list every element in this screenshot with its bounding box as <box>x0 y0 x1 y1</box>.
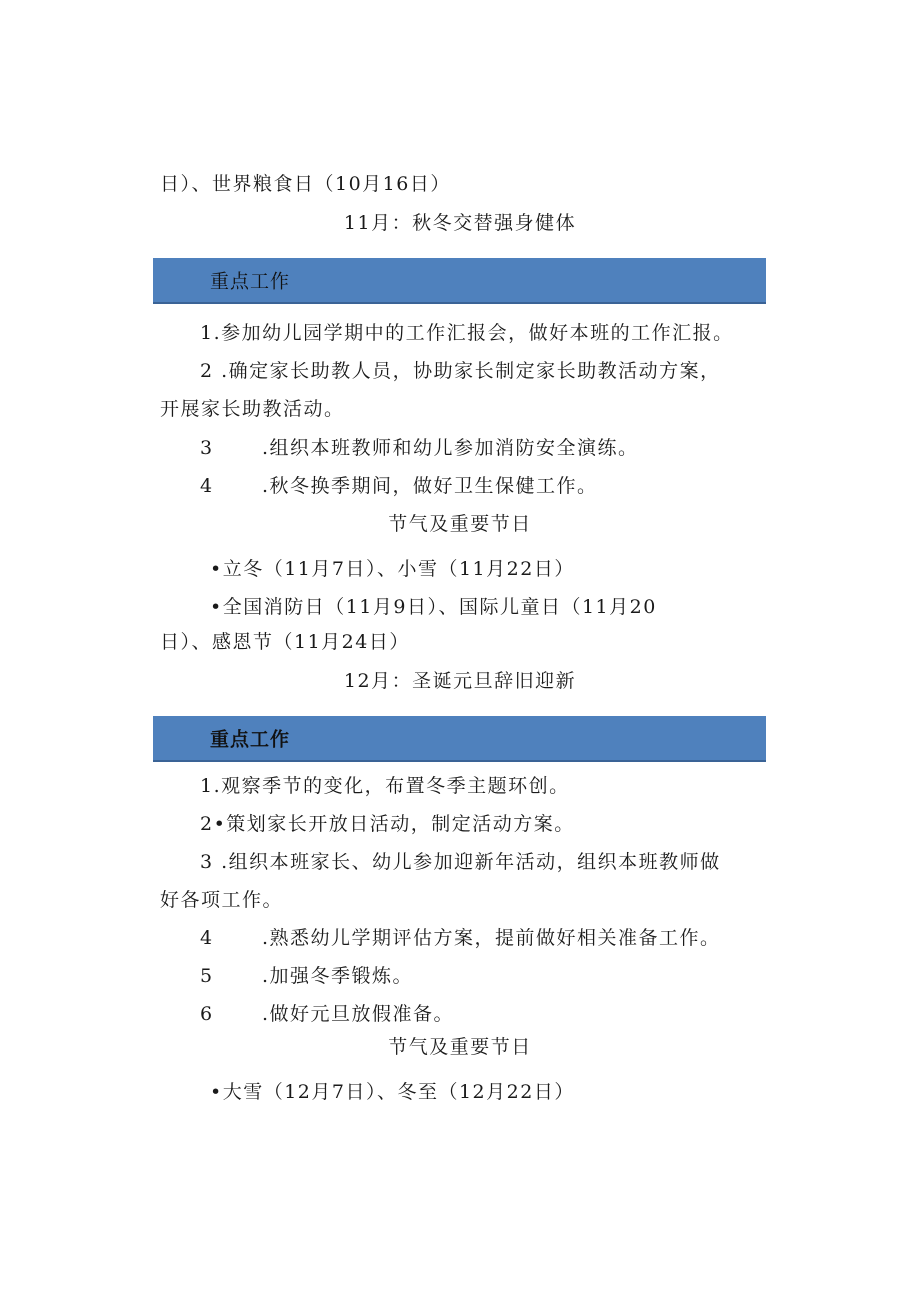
december-key-work-title: 重点工作 <box>210 728 291 751</box>
december-item-5-text: .加强冬季锻炼。 <box>262 965 414 987</box>
december-item-5-number: 5 <box>200 965 214 987</box>
november-festival-1: •立冬（11月7日）、小雪（11月22日） <box>210 558 575 580</box>
november-item-4-text: .秋冬换季期间，做好卫生保健工作。 <box>262 475 598 497</box>
november-item-1: 1.参加幼儿园学期中的工作汇报会，做好本班的工作汇报。 <box>200 322 734 344</box>
december-item-3: 3 .组织本班家长、幼儿参加迎新年活动，组织本班教师做 <box>200 851 721 873</box>
november-heading: 11月：秋冬交替强身健体 <box>343 212 577 234</box>
december-item-4-text: .熟悉幼儿学期评估方案，提前做好相关准备工作。 <box>262 927 721 949</box>
december-item-6 <box>200 1002 454 1026</box>
november-item-3-text: .组织本班教师和幼儿参加消防安全演练。 <box>262 437 639 459</box>
november-key-work-title: 重点工作 <box>210 270 291 293</box>
december-item-5 <box>200 964 413 988</box>
november-item-4 <box>200 474 598 498</box>
december-item-6-number: 6 <box>200 1003 214 1025</box>
december-item-2: 2•策划家长开放日活动，制定活动方案。 <box>200 813 575 835</box>
december-item-4-number: 4 <box>200 927 214 949</box>
december-item-3-cont: 好各项工作。 <box>160 889 284 911</box>
november-item-3 <box>200 436 639 460</box>
october-festival-continuation: 日）、世界粮食日（10月16日） <box>160 173 451 195</box>
november-item-2: 2 .确定家长助教人员，协助家长制定家长助教活动方案， <box>200 360 721 382</box>
november-item-4-number: 4 <box>200 475 214 497</box>
november-item-2-cont: 开展家长助教活动。 <box>160 398 345 420</box>
november-item-3-number: 3 <box>200 437 214 459</box>
november-festivals-title: 节气及重要节日 <box>388 513 532 535</box>
december-item-1: 1.观察季节的变化，布置冬季主题环创。 <box>200 775 570 797</box>
december-festivals-title: 节气及重要节日 <box>388 1036 532 1058</box>
november-festival-2-cont: 日）、感恩节（11月24日） <box>160 631 410 653</box>
november-festival-2: •全国消防日（11月9日）、国际儿童日（11月20 <box>210 596 657 618</box>
november-key-work-banner <box>153 258 766 304</box>
december-item-4 <box>200 926 721 950</box>
december-key-work-banner <box>153 716 766 762</box>
december-item-6-text: .做好元旦放假准备。 <box>262 1003 455 1025</box>
december-heading: 12月：圣诞元旦辞旧迎新 <box>343 670 577 692</box>
december-festival-1: •大雪（12月7日）、冬至（12月22日） <box>210 1081 575 1103</box>
